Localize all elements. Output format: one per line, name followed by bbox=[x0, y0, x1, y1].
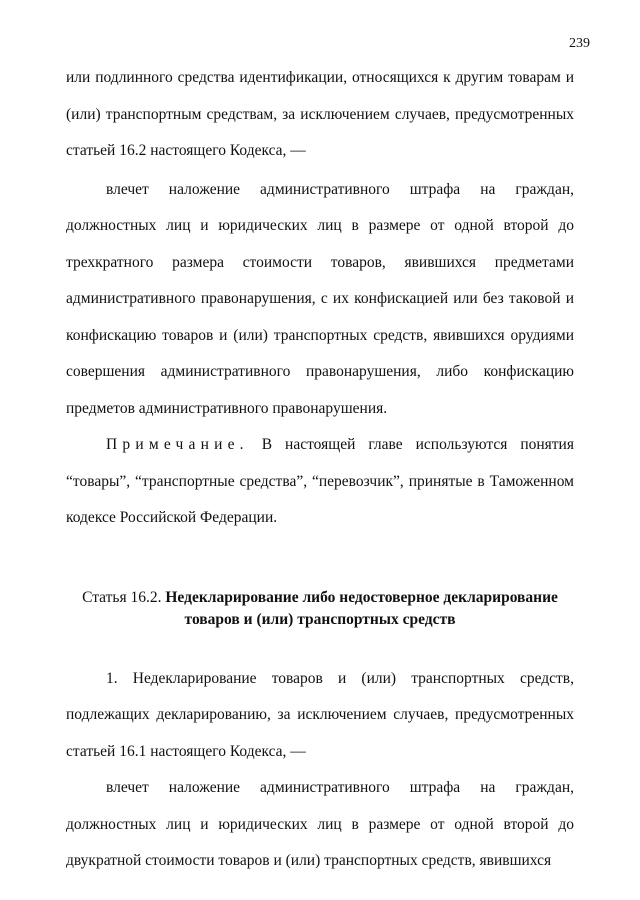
paragraph-penalty-2: влечет наложение административного штрафа на граждан, должностных лиц и юридических лиц в размере от одной второй до двукратной стоимости товаров и (или) транспортных средств, явившихся bbox=[66, 779, 574, 869]
paragraph-continuation: или подлинного средства идентификации, относящихся к другим товарам и (или) транспортным средствам, за исключением случаев, предусмотренных статьей 16.2 настоящего Кодекса, — bbox=[66, 69, 574, 159]
article-number: Статья 16.2. bbox=[82, 588, 162, 606]
article-title: Недекларирование либо недостоверное декларирование товаров и (или) транспортных средств bbox=[165, 588, 558, 628]
paragraph-penalty: влечет наложение административного штрафа на граждан, должностных лиц и юридических лиц в размере от одной второй до трехкратного размера стоимости товаров, явившихся предметами административного правонарушения, с их конфискацией или без таковой и конфискацию товаров и (или) транспортных средств, явившихся орудиями совершения административного правонарушения, либо конфискацию предметов административного правонарушения. bbox=[66, 180, 574, 417]
page-number: 239 bbox=[569, 36, 590, 51]
document-body bbox=[66, 60, 574, 880]
paragraph-article-clause-1: 1. Недекларирование товаров и (или) транспортных средств, подлежащих декларированию, за исключением случаев, предусмотренных статьей 16.1 настоящего Кодекса, — bbox=[66, 669, 574, 760]
article-heading bbox=[66, 587, 574, 631]
paragraph-note bbox=[66, 427, 574, 537]
note-text: В настоящей главе используются понятия “товары”, “транспортные средства”, “перевозчик”, принятые в Таможенном кодексе Российской Федерации. bbox=[66, 436, 574, 526]
note-label: Примечание. bbox=[106, 436, 249, 453]
